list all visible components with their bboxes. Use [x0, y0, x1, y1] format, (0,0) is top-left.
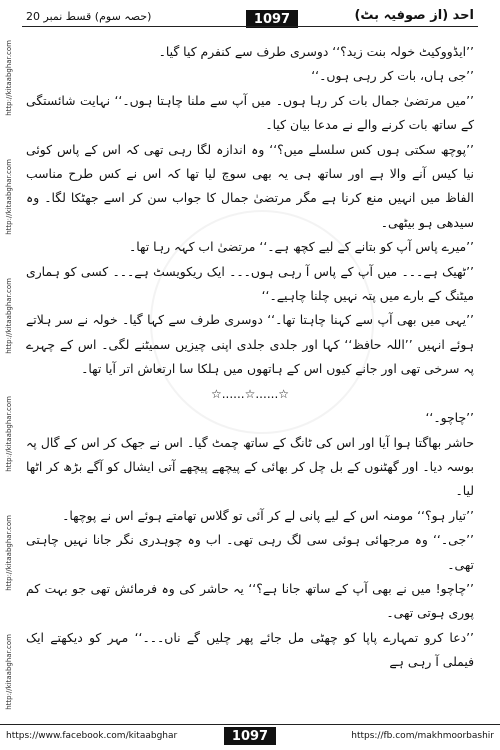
- paragraph: ’’ایڈووکیٹ خولہ بنت زید؟‘‘ دوسری طرف سے کنفرم کیا گیا۔: [158, 44, 474, 59]
- page-number-top: 1097: [246, 10, 298, 28]
- paragraph: حاشر بھاگتا ہوا آیا اور اس کی ٹانگ کے ساتھ چمٹ گیا۔ اس نے جھک کر اس کے گال پہ بوسہ دیا۔ اور گھٹنوں کے بل چل کر بھائی کے پیچھے پیچھے آتی ایشال کو آگے بڑھ کر اٹھا لیا۔: [26, 434, 474, 499]
- paragraph: ’’میں مرتضیٰ جمال بات کر رہا ہوں۔ میں آپ سے ملنا چاہتا ہوں۔‘‘ نہایت شائستگی کے ساتھ بات کرنے والے نے مدعا بیان کیا۔: [26, 92, 474, 133]
- paragraph: ’’تیار ہو؟‘‘ مومنہ اس کے لیے پانی لے کر آئی تو گلاس تھامتے ہوئے اس نے پوچھا۔: [62, 507, 474, 523]
- paragraph: ’’میرے پاس آپ کو بتانے کے لیے کچھ ہے۔‘‘ مرتضیٰ اب کہہ رہا تھا۔: [128, 239, 474, 255]
- paragraph: ’’چاچو۔‘‘: [425, 410, 474, 426]
- paragraph: ’’دعا کرو تمہارے پاپا کو چھٹی مل جائے پھر چلیں گے ناں۔۔۔‘‘ مہر کو دیکھتے ایک فیملی آ رہی ہے: [26, 629, 474, 670]
- novel-title: احد (از صوفیہ بٹ): [354, 8, 474, 23]
- page-header: [22, 8, 478, 30]
- sidebar-url[interactable]: http://kitaabghar.com: [5, 515, 13, 592]
- sidebar-url[interactable]: http://kitaabghar.com: [5, 277, 13, 354]
- paragraph: ’’جی ہاں، بات کر رہی ہوں۔‘‘: [311, 68, 474, 84]
- sidebar-url[interactable]: http://kitaabghar.com: [5, 40, 13, 116]
- paragraph: ’’چاچو! میں نے بھی آپ کے ساتھ جانا ہے؟‘‘ یہ حاشر کی وہ فرمائش تھی جو بہت کم پوری ہوتی تھی۔: [26, 580, 474, 621]
- sidebar-url[interactable]: http://kitaabghar.com: [5, 396, 13, 473]
- facebook-link[interactable]: https://www.facebook.com/kitaabghar: [6, 731, 178, 741]
- paragraph: ’’یہی میں بھی آپ سے کہنا چاہتا تھا۔‘‘ دوسری طرف سے کہا گیا۔ خولہ نے سر ہلاتے ہوئے انہیں ’’اللہ حافظ‘‘ کہا اور جلدی جلدی اپنی چیزیں سمیٹنے لگی۔ اس کے چہرے پہ سرخی تھی اور جانے کیوں اس کے ہاتھوں میں ہلکا سا ارتعاش اتر آیا تھا۔: [26, 312, 474, 377]
- series-label: (حصہ سوم) قسط نمبر 20: [26, 10, 152, 23]
- paragraph: ’’پوچھ سکتی ہوں کس سلسلے میں؟‘‘ وہ اندازہ لگا رہی تھی کہ اس کے پاس کوئی نیا کیس آنے والا ہے اور ساتھ ہی یہ بھی سوچ لیا تھا کہ اس نے کس طرح مناسب الفاظ میں انہیں منع کرنا ہے مگر مرتضیٰ جمال کا جواب سن کر اسے جھٹکا لگا۔ وہ سیدھی ہو بیٹھی۔: [26, 141, 474, 230]
- header-rule: [22, 26, 478, 27]
- page-footer: [0, 724, 500, 745]
- sidebar-url[interactable]: http://kitaabghar.com: [5, 158, 13, 235]
- section-divider: ☆......☆......☆: [210, 386, 290, 401]
- story-text: [26, 40, 474, 700]
- fb-link[interactable]: https://fb.com/makhmoorbashir: [351, 731, 494, 741]
- sidebar-url[interactable]: http://kitaabghar.com: [5, 634, 13, 710]
- paragraph: ’’ٹھیک ہے۔۔۔ میں آپ کے پاس آ رہی ہوں۔۔۔ ایک ریکویسٹ ہے۔۔۔ کسی کو ہماری میٹنگ کے بارے میں پتہ نہیں چلنا چاہیے۔‘‘: [26, 263, 474, 304]
- page-number-bottom: 1097: [224, 727, 276, 745]
- paragraph: ’’جی۔‘‘ وہ مرجھائی ہوئی سی لگ رہی تھی۔ اب وہ چوہدری نگر جانا نہیں چاہتی تھی۔: [26, 532, 474, 572]
- sidebar-urls: [2, 40, 16, 710]
